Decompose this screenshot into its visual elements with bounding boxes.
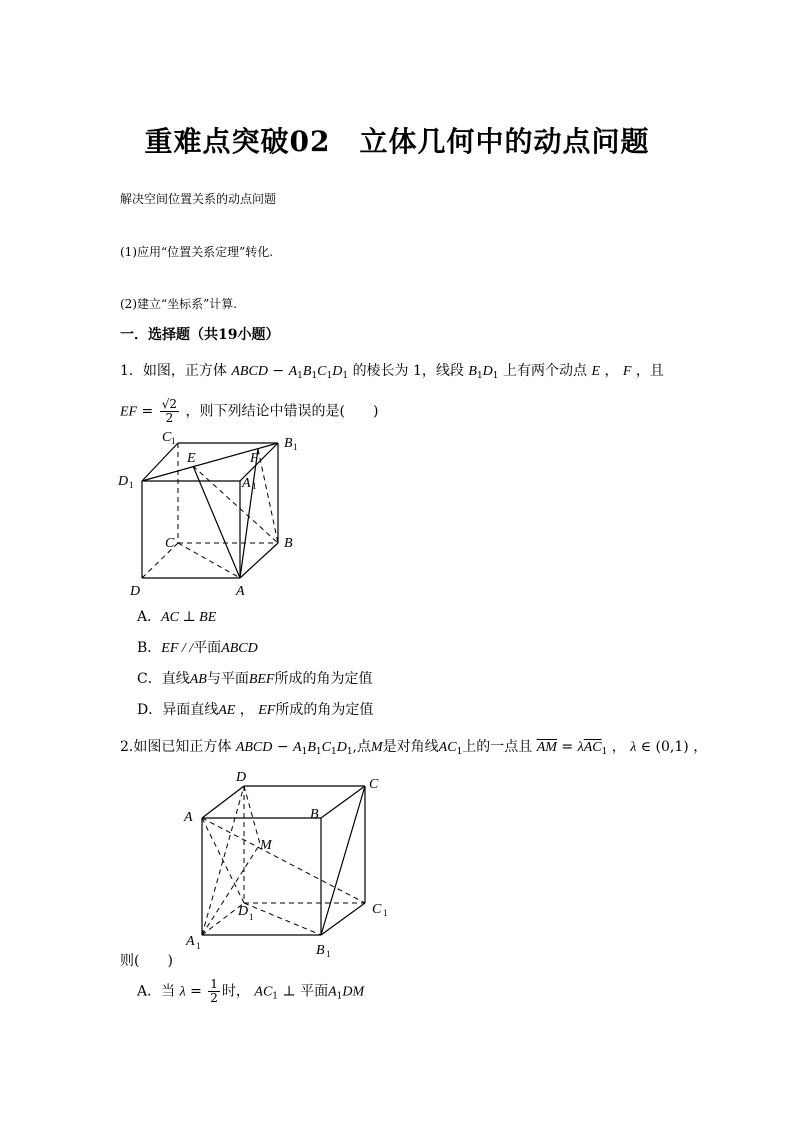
svg-text:B: B: [316, 943, 325, 958]
svg-text:C: C: [162, 430, 172, 445]
q1-option-a[interactable]: A．AC ⊥ BE: [137, 609, 217, 625]
svg-text:B: B: [284, 436, 293, 451]
svg-text:D: D: [118, 474, 129, 489]
svg-text:1: 1: [293, 442, 298, 452]
svg-text:B: B: [310, 807, 319, 822]
svg-text:1: 1: [196, 941, 201, 951]
q1-option-d[interactable]: D．异面直线AE ， EF所成的角为定值: [137, 702, 374, 718]
q1-stem-line2: EF = $\frac{√2}{2}$ ，则下列结论中错误的是( ): [120, 397, 379, 425]
svg-text:D: D: [236, 770, 247, 785]
q2-cube-figure: [180, 768, 410, 958]
svg-text:C: C: [369, 777, 379, 792]
q2-option-a[interactable]: A．当 λ = $\frac{1}{2}$ 时， $AC_1$ ⊥ 平面$A_1DM$: [137, 977, 365, 1005]
svg-text:1: 1: [129, 480, 134, 490]
svg-text:1: 1: [171, 436, 176, 446]
svg-text:F: F: [250, 451, 259, 466]
intro-item-2: (2)建立“坐标系”计算.: [120, 297, 238, 311]
sqrt2-over-2: $\frac{√2}{2}$: [161, 397, 178, 425]
svg-text:1: 1: [252, 481, 257, 491]
q2-stem-line2: 则( ): [120, 953, 173, 969]
svg-text:E: E: [187, 451, 196, 466]
svg-text:M: M: [260, 838, 272, 853]
svg-text:1: 1: [326, 949, 331, 959]
q1-cube-figure: [118, 425, 318, 605]
svg-text:C: C: [165, 536, 175, 551]
intro-item-1: (1)应用“位置关系定理”转化.: [120, 245, 274, 259]
svg-text:1: 1: [249, 912, 254, 922]
one-half-fraction: $\frac{1}{2}$: [210, 977, 218, 1005]
svg-text:D: D: [130, 584, 141, 599]
q1-option-c[interactable]: C．直线AB与平面BEF所成的角为定值: [137, 671, 373, 687]
svg-text:A: A: [186, 934, 195, 949]
svg-text:1: 1: [383, 908, 388, 918]
q1-stem-line1: 1．如图，正方体 ABCD − $A_1B_1C_1D_1$ 的棱长为 1，线段 $B_1D_1$ 上有两个动点 E ， F ，且: [120, 363, 664, 381]
q2-stem-line1: 2.如图已知正方体 ABCD − $A_1B_1C_1D_1$,点M是对角线$AC_1$上的一点且 $\overline{AM} = \lambda\overline{AC}_1$ ， λ ∈ (0,1) ，: [120, 739, 708, 757]
page-title: 重难点突破02 立体几何中的动点问题: [144, 125, 650, 158]
svg-text:A: A: [236, 584, 245, 599]
svg-text:C: C: [372, 902, 382, 917]
svg-text:A: A: [242, 476, 251, 491]
section-heading: 一．选择题（共19小题）: [120, 327, 280, 343]
svg-text:D: D: [238, 904, 249, 919]
intro-heading: 解决空间位置关系的动点问题: [120, 192, 277, 206]
svg-text:B: B: [284, 536, 293, 551]
q1-option-b[interactable]: B．EF / /平面ABCD: [137, 640, 258, 656]
svg-text:A: A: [184, 810, 193, 825]
